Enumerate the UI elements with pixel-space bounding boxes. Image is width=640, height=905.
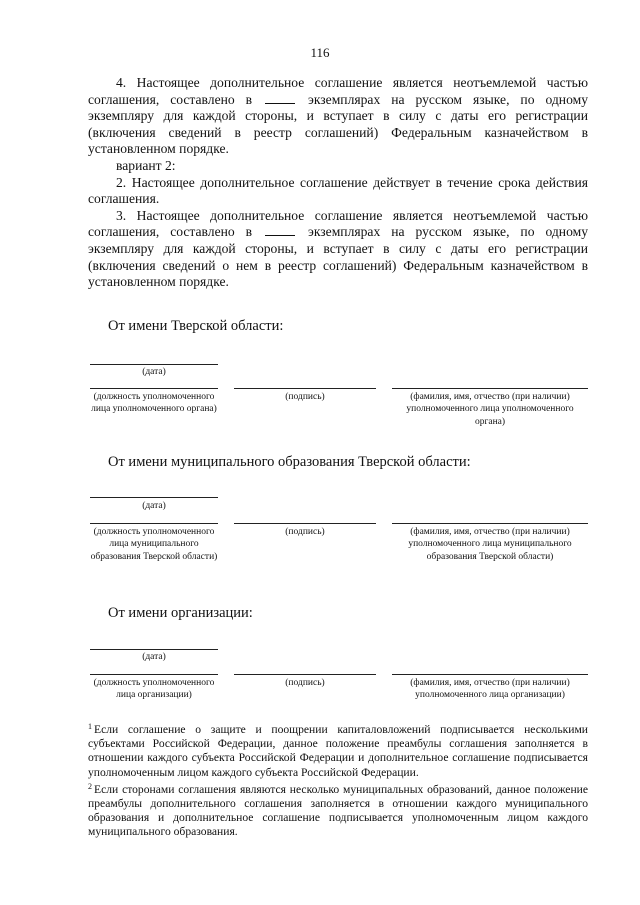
name-line	[392, 674, 588, 675]
name-caption: (фамилия, имя, отчество (при наличии) уполномоченного лица уполномоченного органа)	[406, 392, 574, 427]
footnote-2: $^2$ Если сторонами соглашения являются несколько муниципальных образований, данное положение преамбулы дополнительного соглашения заполняется в отношении каждого муниципального образования и дополнительное соглашение подписывается уполномоченным лицом каждого муниципального образования.	[88, 781, 588, 839]
position-line	[90, 388, 218, 389]
variant-label: вариант 2:	[116, 157, 176, 173]
signature-caption: (подпись)	[285, 678, 325, 688]
date-line	[90, 649, 218, 650]
name-line	[392, 388, 588, 389]
date-line	[90, 364, 218, 365]
clause-2: 2. Настоящее дополнительное соглашение действует в течение срока действия соглашения.	[88, 174, 588, 207]
signature-caption: (подпись)	[285, 392, 325, 402]
page-number: 116	[310, 45, 330, 60]
position-caption: (должность уполномоченного лица муниципального образования Тверской области)	[90, 527, 218, 562]
footnote-1: $^1$ Если соглашение о защите и поощрении капиталовложений подписывается несколькими субъектами Российской Федерации, данное положение преамбулы соглашения заполняется в отношении каждого субъекта Российской Федерации и дополнительное соглашение подписывается уполномоченным лицом каждого субъекта Российской Федерации.	[88, 722, 588, 779]
date-caption: (дата)	[142, 367, 166, 377]
position-line	[90, 674, 218, 675]
signature-heading-municipality: От имени муниципального образования Тверской области:	[108, 454, 471, 470]
copies-blank	[265, 224, 295, 236]
signature-caption: (подпись)	[285, 527, 325, 537]
position-line	[90, 523, 218, 524]
position-caption: (должность уполномоченного лица организации)	[93, 678, 215, 701]
copies-blank	[265, 92, 295, 104]
signature-heading-organization: От имени организации:	[108, 605, 253, 621]
name-caption: (фамилия, имя, отчество (при наличии) уполномоченного лица организации)	[410, 678, 570, 701]
clause-4: 4. Настоящее дополнительное соглашение является неотъемлемой частью соглашения, составлено в экземплярах на русском языке, по одному экземпляру для каждой стороны, и вступает в силу с даты его регистрации (включения сведений в реестр соглашений) Федеральным казначейством в установленном порядке.	[88, 75, 589, 157]
clause-3: 3. Настоящее дополнительное соглашение является неотъемлемой частью соглашения, составлено в экземплярах на русском языке, по одному экземпляру для каждой стороны, и вступает в силу с даты его регистрации (включения сведений о нем в реестр соглашений) Федеральным казначейством в установленном порядке.	[88, 207, 589, 290]
signature-line	[234, 388, 376, 389]
name-line	[392, 523, 588, 524]
date-caption: (дата)	[142, 501, 166, 511]
signature-line	[234, 523, 376, 524]
date-caption: (дата)	[142, 652, 166, 662]
signature-line	[234, 674, 376, 675]
footnote-mark: 2	[88, 781, 92, 791]
position-caption: (должность уполномоченного лица уполномоченного органа)	[91, 392, 217, 415]
name-caption: (фамилия, имя, отчество (при наличии) уполномоченного лица муниципального образования Тверской области)	[408, 527, 572, 562]
date-line	[90, 497, 218, 498]
signature-heading-region: От имени Тверской области:	[108, 318, 284, 334]
footnote-mark: 1	[88, 722, 92, 731]
body-text	[88, 75, 588, 291]
footnotes	[88, 720, 588, 840]
